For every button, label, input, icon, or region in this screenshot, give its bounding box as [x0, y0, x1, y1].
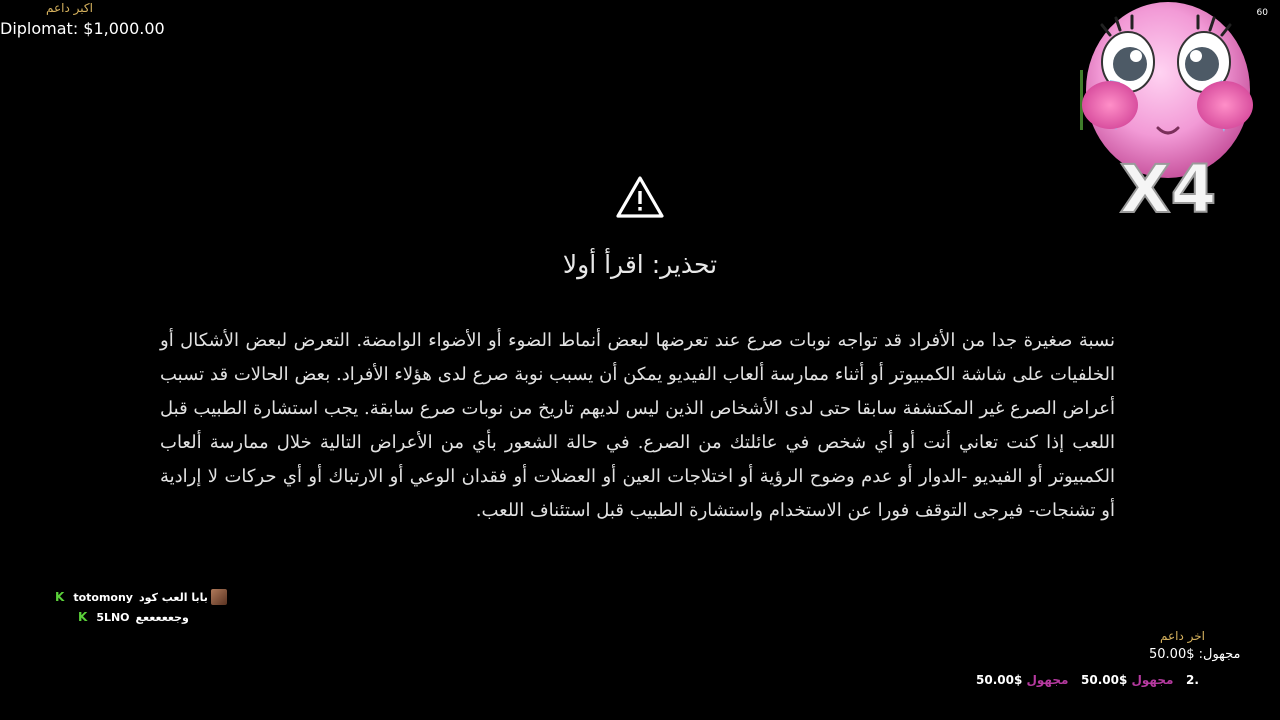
chat-text: بابا العب كود	[138, 590, 208, 604]
warning-body-text: نسبة صغيرة جدا من الأفراد قد تواجه نوبات صرع عند تعرضها لبعض أنماط الضوء أو الأضواء الوامضة. التعرض لبعض الأشكال أو الخلفيات على شاشة الكمبيوتر أو أثناء ممارسة ألعاب الفيديو يمكن أن يسبب نوبة صرع لدى هؤلاء الأفراد. بعض الحالات قد تسبب أعراض الصرع غير المكتشفة سابقا حتى لدى الأشخاص الذين ليس لديهم تاريخ من نوبات صرع سابقة. يجب استشارة الطبيب قبل اللعب إذا كنت تعاني أنت أو أي شخص في عائلتك من الصرع. في حالة الشعور بأي من الأعراض التالية خلال ممارسة ألعاب الكمبيوتر أو الفيديو -الدوار أو عدم وضوح الرؤية أو اختلاجات العين أو العضلات أو فقدان الوعي أو الارتباك أو أي حركات لا إرادية أو تشنجات- فيرجى التوقف فورا عن الاستخدام واستشارة الطبيب قبل استئناف اللعب.	[160, 330, 1115, 521]
warning-triangle-icon	[616, 176, 664, 218]
latest-donor-line: مجهول: $50.00	[1149, 647, 1241, 662]
ticker-name: مجهول	[1131, 673, 1174, 687]
donation-ticker	[974, 673, 1214, 691]
kick-badge-icon: K	[55, 590, 65, 604]
chat-text: وجعععععع	[135, 610, 189, 624]
ticker-item	[976, 673, 1068, 687]
ticker-amount: 50.00$	[1081, 673, 1128, 687]
warning-title: تحذير: اقرأ أولا	[562, 250, 718, 279]
ticker-amount: 50.00$	[976, 673, 1023, 687]
ticker-item	[1081, 673, 1173, 687]
chat-message	[55, 587, 227, 607]
top-donor-line: Diplomat: $1,000.00	[0, 19, 165, 38]
chat-avatar	[211, 589, 227, 605]
kick-badge-icon: K	[78, 610, 88, 624]
chat-username: 5LNO	[96, 610, 130, 624]
top-donor-heading: اكبر داعم	[46, 1, 93, 15]
chat-username: totomony	[73, 590, 133, 604]
ticker-name: مجهول	[1026, 673, 1069, 687]
latest-donor-heading: اخر داعم	[1160, 629, 1206, 643]
emote-multiplier-label: X4	[1119, 151, 1217, 228]
fps-counter: 60	[1256, 8, 1268, 18]
ticker-rank: 2.	[1186, 673, 1199, 687]
pink-blob-emote-icon	[1080, 0, 1260, 230]
chat-message	[78, 607, 189, 627]
